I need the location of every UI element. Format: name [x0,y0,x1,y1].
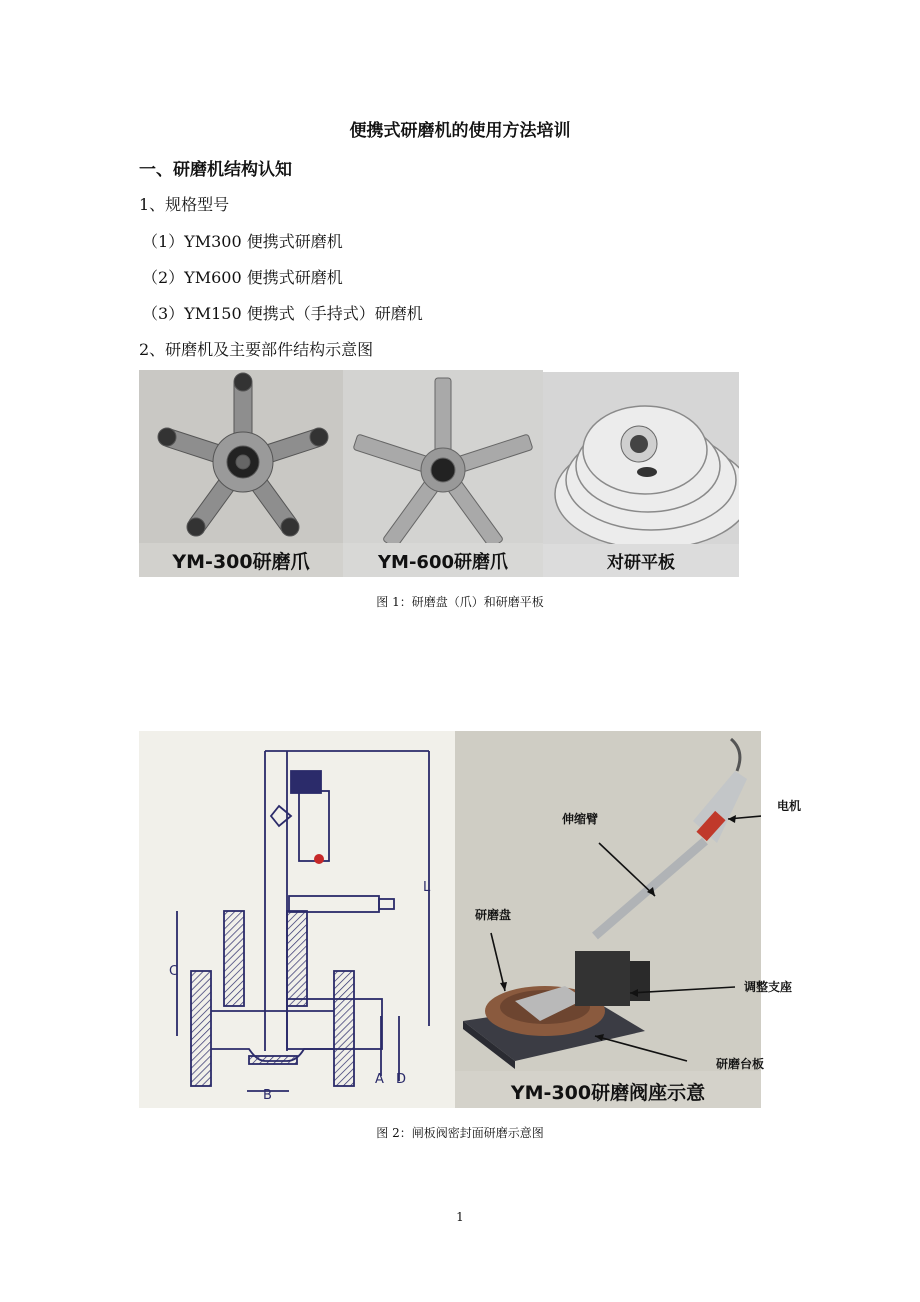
page-number: 1 [456,1210,464,1224]
callout-motor: 电机 [777,799,802,813]
dimension-c: C [169,964,179,979]
figure-1-panel-ym300 [139,370,343,577]
panel-label-ym300: YM-300研磨爪 [172,551,310,573]
list-item-ym300: （1）YM300 便携式研磨机 [142,232,343,251]
figure-1-panel-plate [543,372,739,577]
panel-label-plate: 对研平板 [607,553,675,573]
section-heading: 一、研磨机结构认知 [139,160,292,180]
dimension-l: L [423,880,431,895]
callout-support: 调整支座 [744,980,793,994]
machine-photo-label: YM-300研磨阀座示意 [510,1082,706,1104]
callout-disc: 研磨盘 [475,908,512,922]
dimension-b: B [263,1088,272,1103]
figure-2-caption: 图 2：闸板阀密封面研磨示意图 [376,1126,544,1140]
figure-2-diagram [139,731,455,1108]
list-item-spec: 1、规格型号 [139,195,230,214]
document-title: 便携式研磨机的使用方法培训 [349,121,571,141]
callout-table: 研磨台板 [716,1057,765,1071]
dimension-a: A [375,1072,384,1087]
figure-1-panel-ym600 [343,370,543,577]
figure-1-caption: 图 1：研磨盘（爪）和研磨平板 [376,595,544,609]
list-item-ym150: （3）YM150 便携式（手持式）研磨机 [142,304,423,323]
list-item-structure: 2、研磨机及主要部件结构示意图 [139,340,374,359]
callout-arm: 伸缩臂 [562,812,599,826]
list-item-ym600: （2）YM600 便携式研磨机 [142,268,343,287]
panel-label-ym600: YM-600研磨爪 [378,552,508,573]
dimension-d: D [396,1072,407,1087]
